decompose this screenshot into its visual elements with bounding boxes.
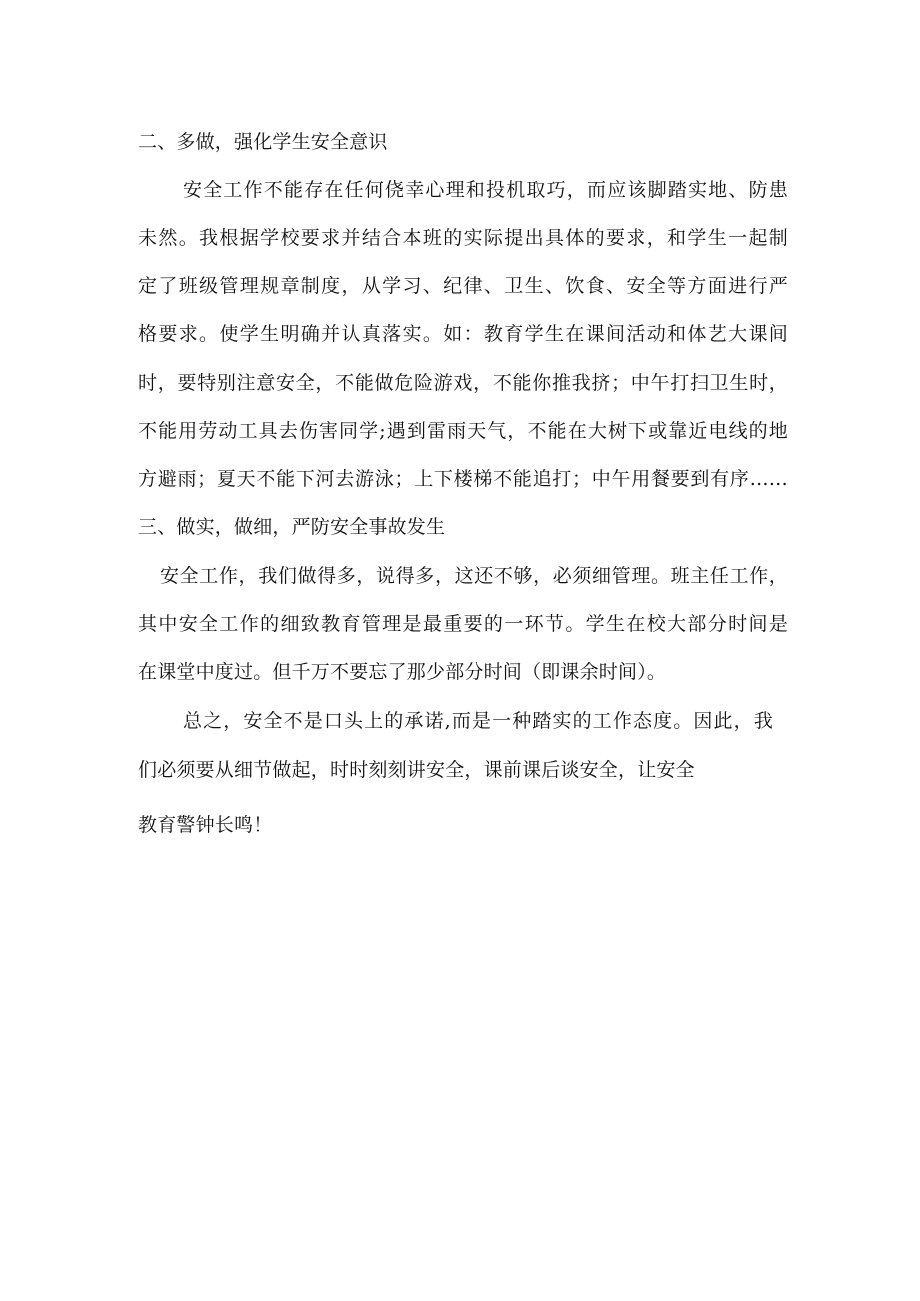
para-1-line-4: 格要求。使学生明确并认真落实。如：教育学生在课间活动和体艺大课间 (138, 323, 788, 345)
para-2-line-3: 在课堂中度过。但千万不要忘了那少部分时间（即课余时间）。 (138, 661, 667, 683)
para-2-line-1: 安全工作，我们做得多，说得多，这还不够，必须细管理。班主任工作， (160, 565, 788, 587)
para-1-line-3: 定了班级管理规章制度，从学习、纪律、卫生、饮食、安全等方面进行严 (138, 275, 788, 297)
para-2-line-2: 其中安全工作的细致教育管理是最重要的一环节。学生在校大部分时间是 (138, 613, 788, 635)
para-1-line-2: 未然。我根据学校要求并结合本班的实际提出具体的要求，和学生一起制 (138, 227, 788, 249)
para-1-line-1: 安全工作不能存在任何侥幸心理和投机取巧，而应该脚踏实地、防患 (183, 179, 788, 201)
para-1-line-7: 方避雨；夏天不能下河去游泳；上下楼梯不能追打；中午用餐要到有序…… (138, 468, 788, 490)
para-3-line-2: 们必须要从细节做起，时时刻刻讲安全，课前课后谈安全，让安全 (138, 759, 695, 781)
para-1-line-6: 不能用劳动工具去伤害同学;遇到雷雨天气，不能在大树下或靠近电线的地 (138, 420, 788, 442)
para-3-line-3: 教育警钟长鸣！ (138, 814, 273, 836)
para-1-line-5: 时，要特别注意安全，不能做危险游戏，不能你推我挤；中午打扫卫生时， (138, 372, 788, 394)
section-heading-2: 二、多做，强化学生安全意识 (138, 131, 388, 153)
para-3-line-1: 总之，安全不是口头上的承诺,而是一种踏实的工作态度。因此，我 (183, 710, 773, 732)
section-heading-3: 三、做实，做细，严防安全事故发生 (138, 516, 446, 538)
